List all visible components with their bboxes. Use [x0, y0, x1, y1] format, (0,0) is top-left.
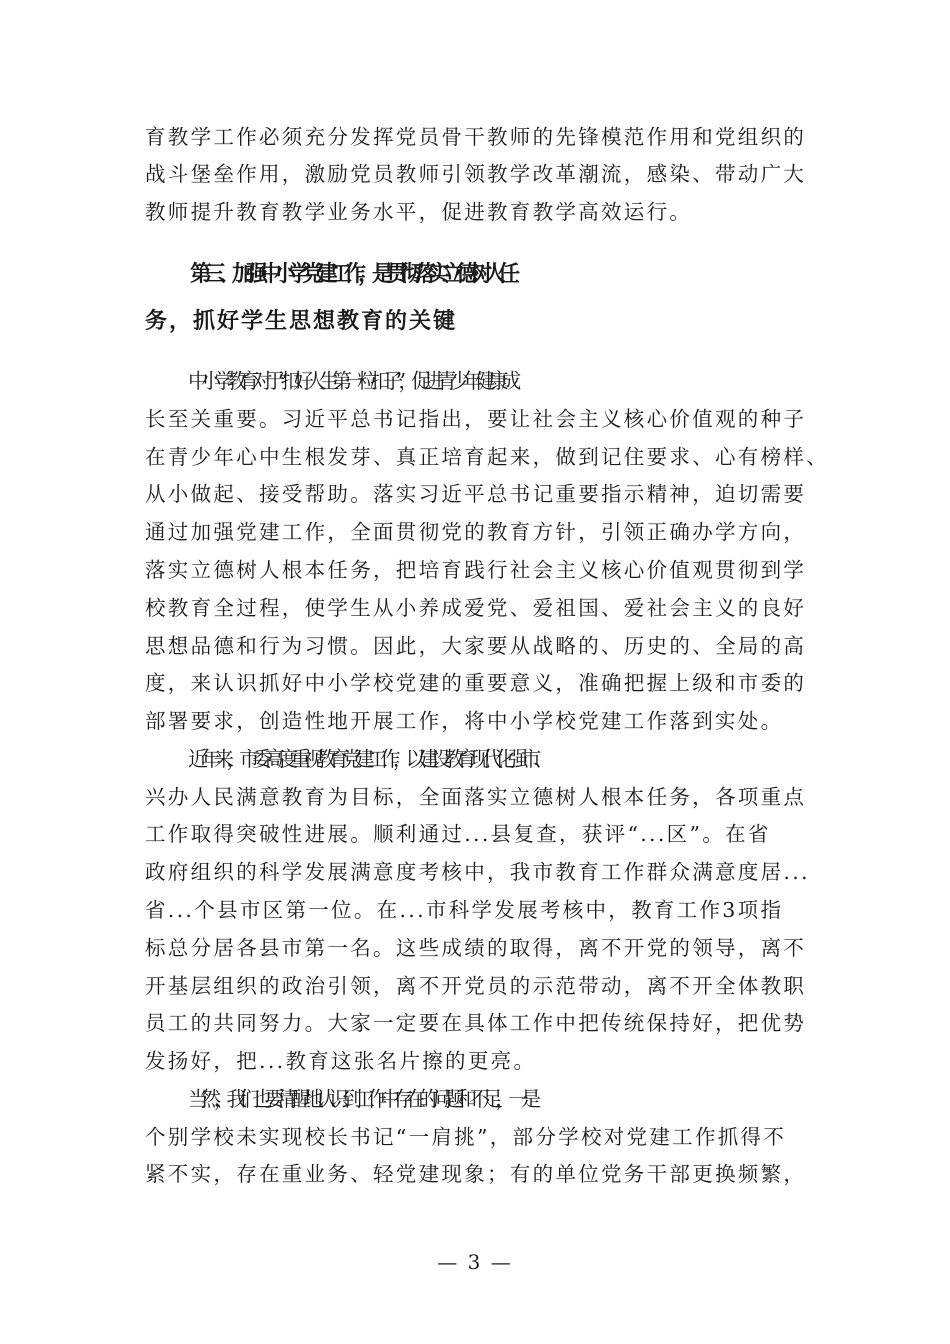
text-line: 在青少年心中生根发芽、真正培育起来，做到记住要求、心有榜样、: [145, 445, 829, 469]
page-number: — 3 —: [437, 1250, 513, 1274]
text-line: 通过加强党建工作，全面贯彻党的教育方针，引领正确办学方向，: [145, 520, 807, 544]
text-line: 开基层组织的政治引领，离不开党员的示范带动，离不开全体教职: [145, 974, 807, 998]
text-line: 标总分居各县市第一名。这些成绩的取得，离不开党的领导，离不: [145, 936, 807, 960]
text-line: 工作取得突破性进展。顺利通过...县复查，获评“...区”。在省: [145, 822, 771, 846]
text-line: 当然，我们也要清醒地认识到工作中存在的问题和不足，一是: [188, 1087, 534, 1111]
section-heading-line: 第三、加强中小学党建工作，是贯彻落实立德树人任: [190, 261, 513, 287]
text-line: 度，来认识抓好中小学校党建的重要意义，准确把握上级和市委的: [145, 671, 807, 695]
text-line: 近年来，市委高度重视教育党建工作，以建设教育现代化强市、: [188, 747, 547, 771]
section-heading-line: 务，抓好学生思想教育的关键: [145, 308, 458, 334]
text-line: 落实立德树人根本任务，把培育践行社会主义核心价值观贯彻到学: [145, 558, 807, 582]
text-line: 中小学教育对于“扣好人生第一粒扣子”，促进青少年健康成: [188, 369, 514, 393]
text-line: 省...个县市区第一位。在...市科学发展考核中，教育工作3项指: [145, 898, 784, 922]
text-line: 思想品德和行为习惯。因此，大家要从战略的、历史的、全局的高: [145, 634, 807, 658]
text-line: 部署要求，创造性地开展工作，将中小学校党建工作落到实处。: [145, 709, 784, 733]
text-line: 校教育全过程，使学生从小养成爱党、爱祖国、爱社会主义的良好: [145, 596, 807, 620]
text-line: 发扬好，把...教育这张名片擦的更亮。: [145, 1049, 537, 1073]
text-line: 战斗堡垒作用，激励党员教师引领教学改革潮流，感染、带动广大: [145, 162, 807, 186]
text-line: 从小做起、接受帮助。落实习近平总书记重要指示精神，迫切需要: [145, 482, 807, 506]
text-line: 政府组织的科学发展满意度考核中，我市教育工作群众满意度居...: [145, 860, 810, 884]
text-line: 兴办人民满意教育为目标，全面落实立德树人根本任务，各项重点: [145, 785, 807, 809]
text-line: 育教学工作必须充分发挥党员骨干教师的先锋模范作用和党组织的: [145, 125, 807, 149]
text-line: 员工的共同努力。大家一定要在具体工作中把传统保持好，把优势: [145, 1011, 807, 1035]
text-line: 紧不实，存在重业务、轻党建现象；有的单位党务干部更换频繁，: [145, 1162, 807, 1186]
text-line: 教师提升教育教学业务水平，促进教育教学高效运行。: [145, 200, 693, 224]
text-line: 长至关重要。习近平总书记指出，要让社会主义核心价值观的种子: [145, 407, 807, 431]
text-line: 个别学校未实现校长书记“一肩挑”，部分学校对党建工作抓得不: [145, 1125, 787, 1149]
